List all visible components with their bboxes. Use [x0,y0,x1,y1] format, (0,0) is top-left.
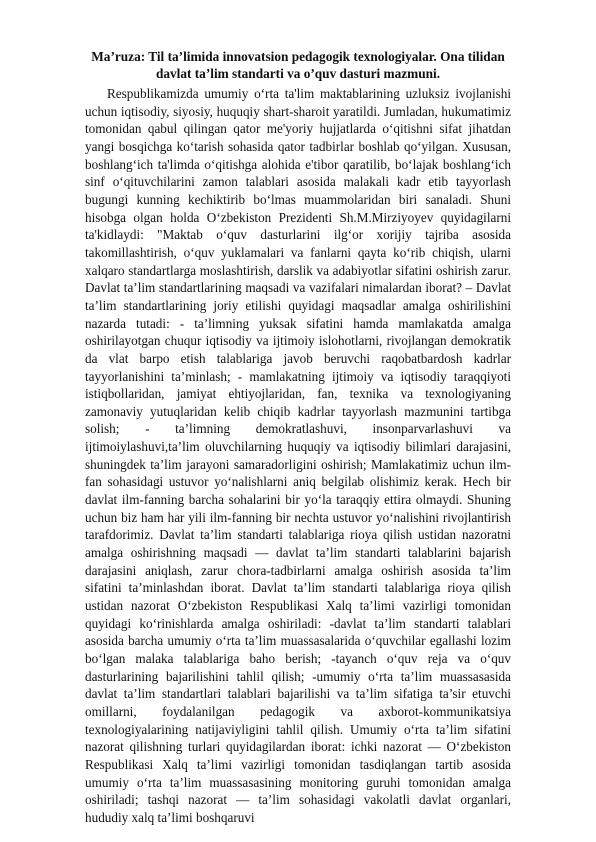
lecture-title-line-1: Ma’ruza: Til ta’limida innovatsion pedagogik texnologiyalar. Ona tilidan [91,49,505,64]
body-paragraph: Respublikamizda umumiy o‘rta ta'lim maktablarining uzluksiz ivojlanishi uchun iqtisodiy, siyosiy, huquqiy shart-sharoit yaratildi. Jumladan, hukumatimiz tomonidan qabul qilingan qator me'yoriy hujjatlarda o‘qitishni sifat jihatdan yangi bosqichga ko‘tarish sohasida qator tadbirlar boshlab qo‘yilgan. Xususan, boshlang‘ich ta'limda o‘qitishga alohida e'tibor qaratilib, bo‘lajak boshlang‘ich sinf o‘qituvchilarini zamon talablari asosida malakali kadr etib tayyorlash bugungi kunning kechiktirib bo‘lmas muammolaridan biri sanaladi. Shuni hisobga olgan holda O‘zbekiston Prezidenti Sh.M.Mirziyoyev quyidagilarni ta'kidlaydi: "Maktab o‘quv dasturlarini ilg‘or xorijiy tajriba asosida takomillashtirish, o‘quv yuklamalari va fanlarni qayta ko‘rib chiqish, ularni xalqaro standartlarga moslashtirish, darslik va adabiyotlar sifatini oshirish zarur. Davlat ta’lim standartlarining maqsadi va vazifalari nimalardan iborat? – Davlat ta’lim standartlarining joriy etilishi quyidagi maqsadlar amalga oshirilishini nazarda tutadi: - ta’limning yuksak sifatini hamda mamlakatda amalga oshirilayotgan chuqur iqtisodiy va ijtimoiy islohotlarni, rivojlangan demokratik da vlat barpo etish talablariga javob beruvchi raqobatbardosh kadrlar tayyorlanishini ta’minlash; - mamlakatning ijtimoiy va iqtisodiy taraqqiyoti istiqbollaridan, jamiyat ehtiyojlaridan, fan, texnika va texnologiyaning zamonaviy yutuqlaridan kelib chiqib kadrlar tayyorlash mazmunini tartibga solish; - ta’limning demokratlashuvi, insonparvarlashuvi va ijtimoiylashuvi,ta’lim oluvchilarning huquqiy va iqtisodiy bilimlari darajasini, shuningdek ta’lim jarayoni samaradorligini oshirish; Mamlakatimiz uchun ilm-fan sohasidagi ustuvor yo‘nalishlarni aniq belgilab olishimiz kerak. Hech bir davlat ilm-fanning barcha sohalarini bir yo‘la taraqqiy ettira olmaydi. Shuning uchun biz ham har yili ilm-fanning bir nechta ustuvor yo‘nalishini rivojlantirish tarafdorimiz. Davlat ta’lim standarti talablariga rioya qilish ustidan nazoratni amalga oshirishning maqsadi — davlat ta’lim standarti talablarini bajarish darajasini aniqlash, zarur chora-tadbirlarni amalga oshirish asosida ta’lim sifatini ta’minlashdan iborat. Davlat ta’lim standarti talablariga rioya qilish ustidan nazorat O‘zbekiston Respublikasi Xalq ta’limi vazirligi tomonidan quyidagi ko‘rinishlarda amalga oshiriladi: -davlat ta’lim standarti talablari asosida barcha umumiy o‘rta ta’lim muassasalarida o‘quvchilar egallashi lozim bo‘lgan malaka talablariga baho berish; -tayanch o‘quv reja va o‘quv dasturlarining bajarilishini tahlil qilish; -umumiy o‘rta ta’lim muassasasida davlat ta’lim standartlari talablari bajarilishi va ta’lim sifatiga ta’sir etuvchi omillarni, foydalanilgan pedagogik va axborot-kommunikatsiya texnologiyalarining natijaviyligini tahlil qilish. Umumiy o‘rta ta’lim sifatini nazorat qilishning turlari quyidagilardan iborat: ichki nazorat — O‘zbekiston Respublikasi Xalq ta’limi vazirligi tomonidan tasdiqlangan tartib asosida umumiy o‘rta ta’lim muassasasining monitoring guruhi tomonidan amalga oshiriladi; tashqi nazorat — ta’lim sohasidagi vakolatli davlat organlari, hududiy xalq ta’limi boshqaruvi [85,86,511,825]
lecture-title-line-2: davlat ta’lim standarti va o’quv dasturi mazmuni. [155,66,441,81]
lecture-title [85,48,511,82]
